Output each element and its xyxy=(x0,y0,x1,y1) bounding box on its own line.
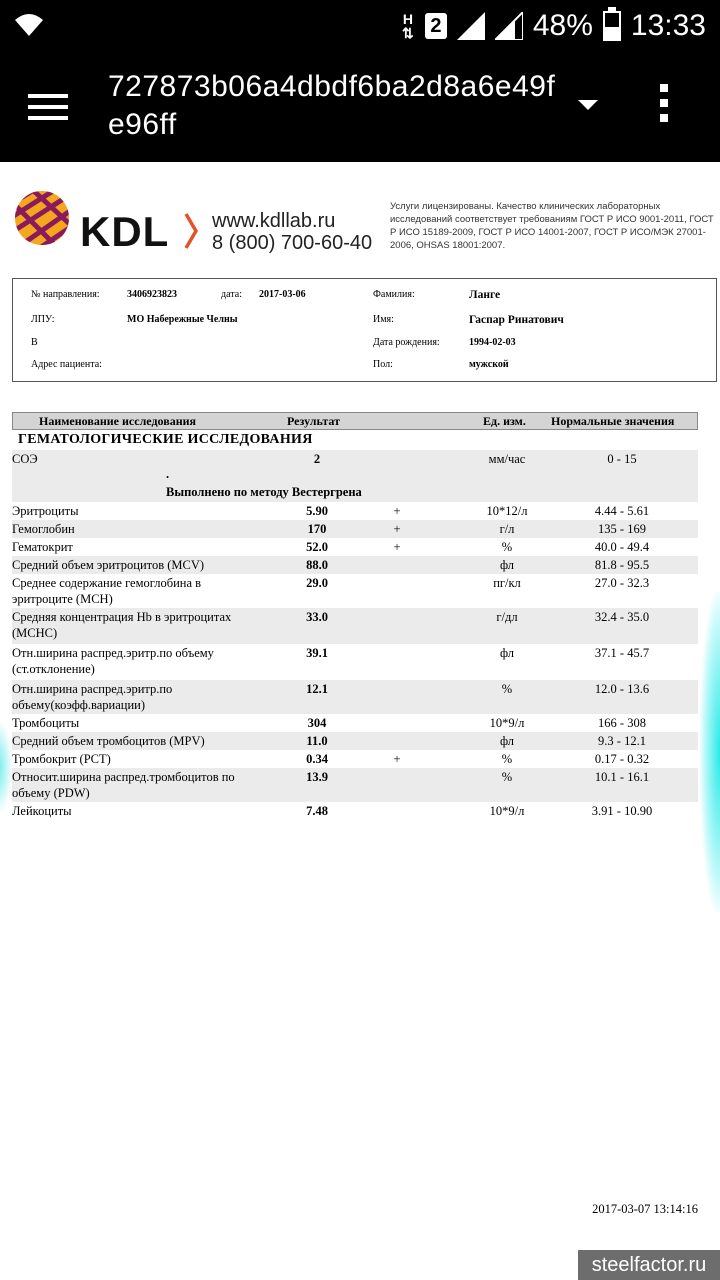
method-dot: . xyxy=(166,467,170,481)
method-note: Выполнено по методу Вестергрена xyxy=(166,485,362,499)
network-type-label: H xyxy=(402,11,413,27)
referral-value: 3406923823 xyxy=(127,289,177,300)
test-unit: % xyxy=(501,752,513,766)
abnormal-flag: + xyxy=(393,504,401,518)
document-page[interactable] xyxy=(0,162,720,1280)
address-label: Адрес пациента: xyxy=(31,359,102,370)
table-row xyxy=(12,538,698,556)
chevron-right-icon xyxy=(184,212,198,250)
reference-range: 27.0 - 32.3 xyxy=(594,576,650,590)
sex-value: мужской xyxy=(469,359,509,370)
v-label: В xyxy=(31,337,38,348)
license-text: Услуги лицензированы. Качество клинических лабораторных исследований соответствует требованиям ГОСТ Р ИСО 9001-2011, ГОСТ Р ИСО 15189-2009, ГОСТ Р ИСО 14001-2007, ГОСТ Р ИСО/МЭК 27001-2006, OHSAS 18001:2007. xyxy=(390,201,714,251)
contact-block xyxy=(212,210,372,254)
test-result: 52.0 xyxy=(306,540,328,554)
reference-range: 4.44 - 5.61 xyxy=(594,504,650,518)
test-name: Относит.ширина распред.тромбоцитов по объему (PDW) xyxy=(12,770,235,800)
test-result: 29.0 xyxy=(306,576,328,590)
test-unit: % xyxy=(501,682,513,696)
test-result: 12.1 xyxy=(306,682,328,696)
test-name: Отн.ширина распред.эритр.по объему(коэфф.вариации) xyxy=(12,682,173,712)
sim-slot-icon: 2 xyxy=(425,13,447,39)
table-row xyxy=(12,574,698,608)
date-label: дата: xyxy=(221,289,242,300)
test-unit: г/дл xyxy=(496,610,518,624)
test-unit: мм/час xyxy=(488,452,526,466)
column-name-header: Наименование исследования xyxy=(39,414,197,428)
scroll-edge-glow xyxy=(700,592,720,912)
watermark: steelfactor.ru xyxy=(578,1250,720,1280)
reference-range: 12.0 - 13.6 xyxy=(594,682,650,696)
test-name: Эритроциты xyxy=(12,504,79,518)
results-table-header xyxy=(12,412,698,430)
lpu-label: ЛПУ: xyxy=(31,314,55,325)
test-name: Тромбоциты xyxy=(12,716,80,730)
test-unit: фл xyxy=(499,734,515,748)
test-result: 7.48 xyxy=(306,804,328,818)
lastname-value: Ланге xyxy=(469,289,501,301)
patient-info-box xyxy=(12,278,717,382)
test-name: Тромбокрит (PCT) xyxy=(12,752,111,766)
more-options-icon[interactable] xyxy=(658,84,670,128)
section-title: ГЕМАТОЛОГИЧЕСКИЕ ИССЛЕДОВАНИЯ xyxy=(18,432,313,447)
table-row xyxy=(12,556,698,574)
battery-icon xyxy=(603,11,621,41)
firstname-label: Имя: xyxy=(373,314,394,325)
signal-icon xyxy=(457,12,485,40)
test-unit: % xyxy=(501,770,513,784)
test-result: 2 xyxy=(313,452,321,466)
abnormal-flag: + xyxy=(393,540,401,554)
battery-percent: 48% xyxy=(532,9,593,42)
reference-range: 81.8 - 95.5 xyxy=(594,558,650,572)
signal-secondary-icon xyxy=(495,12,523,40)
test-unit: 10*9/л xyxy=(489,716,525,730)
table-row xyxy=(12,802,698,820)
column-result-header: Результат xyxy=(287,414,341,428)
firstname-value: Гаспар Ринатович xyxy=(469,314,564,326)
test-result: 304 xyxy=(307,716,327,730)
reference-range: 9.3 - 12.1 xyxy=(598,734,646,748)
reference-range: 37.1 - 45.7 xyxy=(594,646,650,660)
test-result: 0.34 xyxy=(306,752,328,766)
clock: 13:33 xyxy=(630,9,706,42)
table-row xyxy=(12,750,698,768)
wifi-icon xyxy=(14,12,44,38)
test-unit: фл xyxy=(499,646,515,660)
test-unit: 10*12/л xyxy=(486,504,528,518)
status-bar xyxy=(0,0,720,52)
test-result: 39.1 xyxy=(306,646,328,660)
kdl-logo-icon xyxy=(14,188,70,248)
test-name: СОЭ xyxy=(12,452,38,466)
abnormal-flag: + xyxy=(393,522,401,536)
dob-label: Дата рождения: xyxy=(373,337,440,348)
website-text: www.kdllab.ru xyxy=(212,210,336,232)
column-unit-header: Ед. изм. xyxy=(483,414,526,428)
reference-range: 0 - 15 xyxy=(607,452,637,466)
table-row xyxy=(12,502,698,520)
app-bar xyxy=(0,52,720,162)
test-unit: 10*9/л xyxy=(489,804,525,818)
test-unit: фл xyxy=(499,558,515,572)
column-norm-header: Нормальные значения xyxy=(551,414,675,428)
test-name: Гематокрит xyxy=(12,540,73,554)
brand-logo-text: KDL xyxy=(80,208,170,255)
table-row xyxy=(12,680,698,714)
phone-text: 8 (800) 700-60-40 xyxy=(212,232,373,254)
test-result: 170 xyxy=(307,522,327,536)
test-name: Среднее содержание гемоглобина в эритроците (MCH) xyxy=(12,576,202,606)
test-unit: % xyxy=(501,540,513,554)
table-row xyxy=(12,714,698,732)
reference-range: 32.4 - 35.0 xyxy=(594,610,650,624)
referral-label: № направления: xyxy=(31,289,100,300)
hamburger-menu-icon[interactable] xyxy=(28,94,68,120)
sex-label: Пол: xyxy=(373,359,393,370)
test-result: 88.0 xyxy=(306,558,328,572)
test-name: Лейкоциты xyxy=(12,804,72,818)
print-timestamp: 2017-03-07 13:14:16 xyxy=(592,1202,698,1216)
reference-range: 10.1 - 16.1 xyxy=(594,770,650,784)
reference-range: 3.91 - 10.90 xyxy=(591,804,653,818)
test-result: 13.9 xyxy=(306,770,328,784)
table-row xyxy=(12,450,698,502)
test-name: Средний объем эритроцитов (MCV) xyxy=(12,558,205,572)
test-name: Гемоглобин xyxy=(12,522,75,536)
lpu-value: МО Набережные Челны xyxy=(127,314,238,325)
network-type-icon: H ⇅ xyxy=(402,11,414,41)
date-value: 2017-03-06 xyxy=(259,289,306,300)
test-result: 5.90 xyxy=(306,504,328,518)
test-name: Средний объем тромбоцитов (MPV) xyxy=(12,734,205,748)
reference-range: 0.17 - 0.32 xyxy=(594,752,650,766)
table-row xyxy=(12,520,698,538)
table-row xyxy=(12,608,698,644)
lastname-label: Фамилия: xyxy=(373,289,415,300)
reference-range: 166 - 308 xyxy=(598,716,646,730)
reference-range: 135 - 169 xyxy=(598,522,646,536)
document-title: 727873b06a4dbdf6ba2d8a6e49fe96ff xyxy=(108,70,556,141)
test-unit: г/л xyxy=(499,522,515,536)
scroll-edge-glow-left xyxy=(0,722,12,812)
table-row xyxy=(12,644,698,680)
table-row xyxy=(12,768,698,802)
test-name: Средняя концентрация Hb в эритроцитах (MCHC) xyxy=(12,610,232,640)
abnormal-flag: + xyxy=(393,752,401,766)
dob-value: 1994-02-03 xyxy=(469,337,516,348)
table-row xyxy=(12,732,698,750)
test-result: 11.0 xyxy=(306,734,328,748)
test-unit: пг/кл xyxy=(493,576,521,590)
dropdown-arrow-icon[interactable] xyxy=(578,100,598,110)
reference-range: 40.0 - 49.4 xyxy=(594,540,650,554)
test-name: Отн.ширина распред.эритр.по объему (ст.отклонение) xyxy=(12,646,214,676)
test-result: 33.0 xyxy=(306,610,328,624)
